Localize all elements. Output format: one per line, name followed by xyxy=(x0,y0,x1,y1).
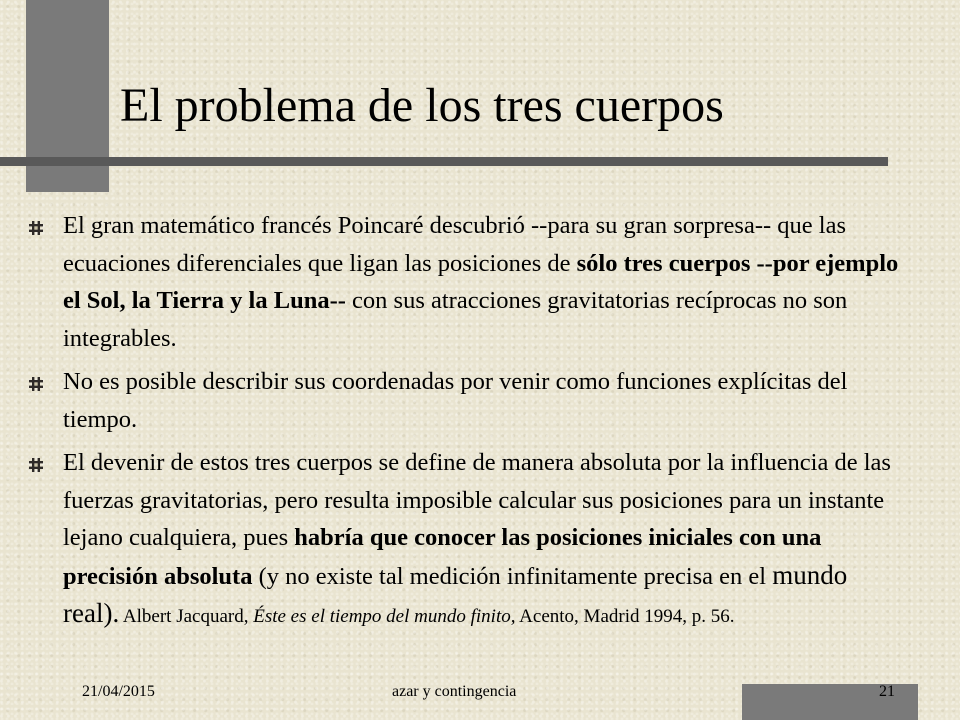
bullet-text: El devenir de estos tres cuerpos se define de manera absoluta por la influencia de las fuerzas gravitatorias, pero resulta imposible calcular sus posiciones para un instante lejano cualquiera, pues xyxy=(63,449,891,551)
hash-bullet-icon xyxy=(28,457,44,473)
citation-details: Acento, Madrid 1994, p. 56. xyxy=(515,606,735,627)
footer-date: 21/04/2015 xyxy=(82,683,155,700)
footer-title: azar y contingencia xyxy=(392,683,517,700)
bullet-text: No es posible describir sus coordenadas por venir como funciones explícitas del tiempo. xyxy=(63,368,848,433)
citation-author: Albert Jacquard, xyxy=(119,606,254,627)
bullet-item-1 xyxy=(28,207,908,357)
slide-title: El problema de los tres cuerpos xyxy=(120,79,724,132)
bullet-bold-text: sólo tres cuerpos --por ejemplo el Sol, la Tierra y la Luna-- xyxy=(63,249,899,314)
bullet-large-text: mundo real). xyxy=(63,559,848,628)
hash-bullet-icon xyxy=(28,220,44,236)
bullet-item-2 xyxy=(28,363,908,438)
bullet-text: El gran matemático francés Poincaré descubrió --para su gran sorpresa-- que las ecuaciones diferenciales que ligan las posiciones de xyxy=(63,212,846,277)
bullet-list xyxy=(28,207,908,642)
slide-number: 21 xyxy=(879,683,895,700)
citation-title: Éste es el tiempo del mundo finito, xyxy=(253,606,516,627)
bullet-bold-text: habría que conocer las posiciones iniciales con una precisión absoluta xyxy=(63,524,822,590)
bullet-text: con sus atracciones gravitatorias recíprocas no son integrables. xyxy=(63,287,848,352)
hash-bullet-icon xyxy=(28,376,44,392)
bullet-text: (y no existe tal medición infinitamente precisa en el xyxy=(252,562,773,590)
title-underline-rule xyxy=(0,157,888,166)
bullet-item-3 xyxy=(28,444,908,636)
